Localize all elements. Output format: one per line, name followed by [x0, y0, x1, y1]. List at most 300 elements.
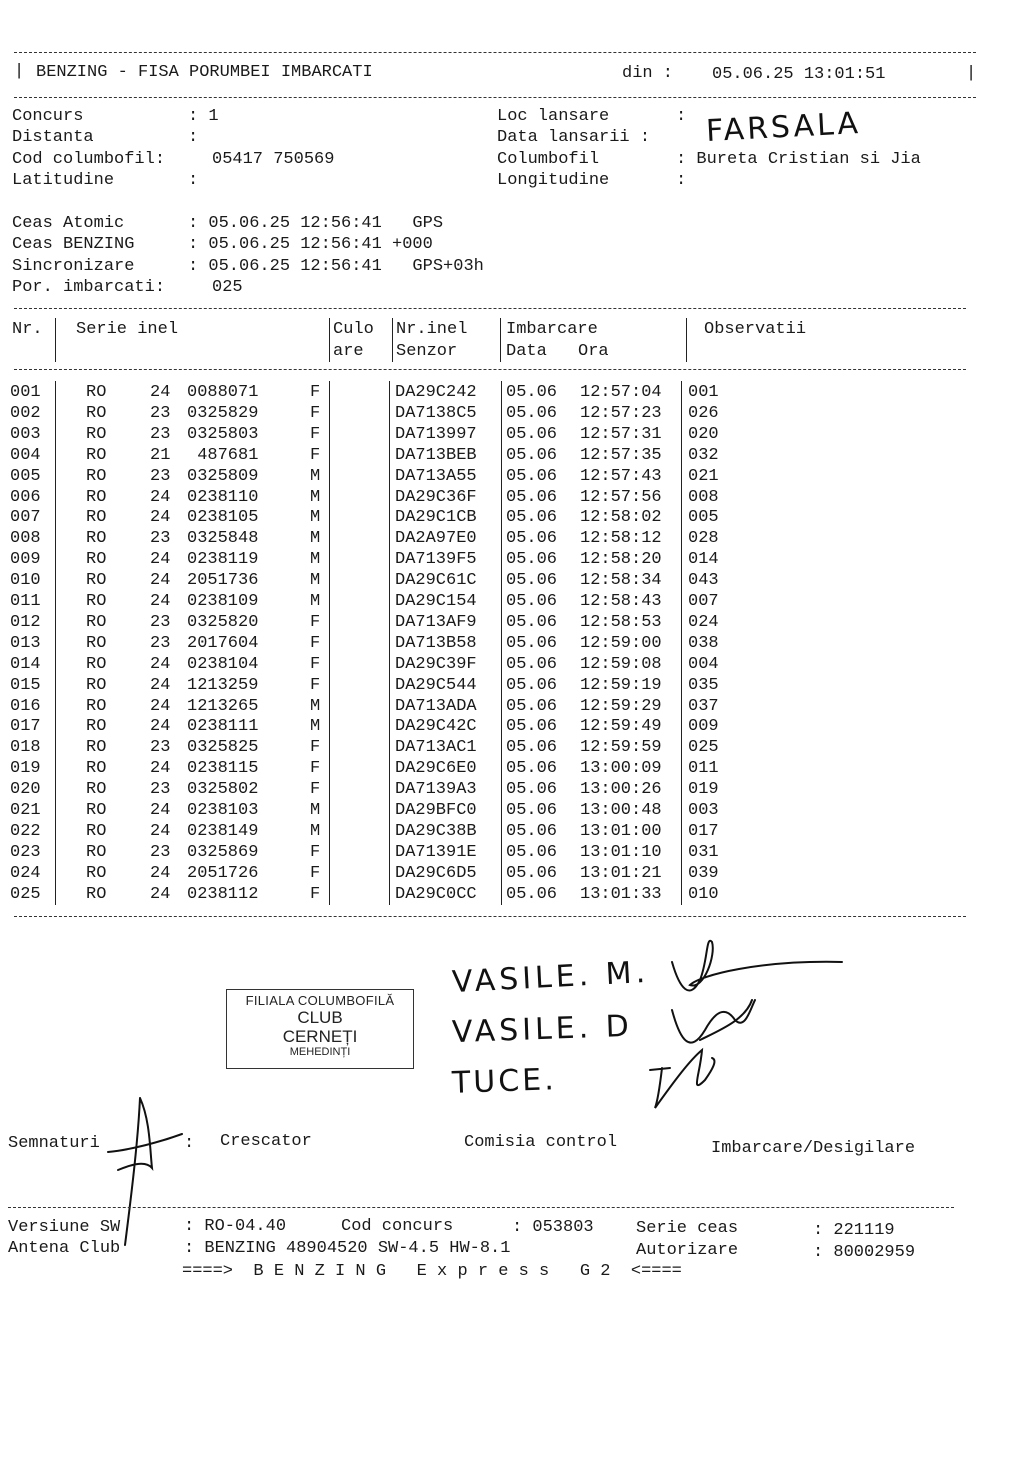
- row-country: RO: [86, 801, 107, 820]
- row-nr: 022: [10, 821, 41, 841]
- ceas-atomic-label: Ceas Atomic: [12, 214, 125, 233]
- row-sex: F: [310, 633, 321, 653]
- row-nr: 004: [10, 445, 41, 465]
- row-nr: 013: [10, 633, 41, 653]
- row-ring-number: 0325829: [187, 403, 259, 423]
- row-date: 05.06: [506, 424, 558, 444]
- row-sensor-id: DA29C0CC: [395, 884, 477, 904]
- row-ring-number: 0238104: [187, 654, 259, 674]
- row-year: 23: [150, 738, 171, 758]
- row-observatii: 003: [688, 801, 719, 820]
- row-time: 12:58:43: [580, 592, 662, 611]
- row-country: RO: [86, 529, 107, 549]
- row-country: RO: [86, 696, 107, 716]
- row-year: 24: [150, 508, 171, 528]
- row-sex: M: [310, 487, 321, 507]
- header-sep-culoare: [329, 318, 330, 362]
- row-year: 24: [150, 759, 171, 779]
- row-observatii: 035: [688, 675, 719, 695]
- row-year: 23: [150, 842, 171, 862]
- row-nr: 011: [10, 592, 41, 611]
- row-date: 05.06: [506, 863, 558, 883]
- row-observatii: 043: [688, 571, 719, 591]
- serie-ceas-value: : 221119: [813, 1221, 895, 1240]
- row-time: 12:59:00: [580, 633, 662, 653]
- semnaturi-colon: :: [184, 1134, 195, 1153]
- row-country: RO: [86, 571, 107, 591]
- row-time: 12:58:02: [580, 508, 662, 528]
- row-ring-number: 2051736: [187, 571, 259, 591]
- row-year: 24: [150, 571, 171, 591]
- antena-label: Antena Club: [8, 1239, 121, 1258]
- row-nr: 010: [10, 571, 41, 591]
- row-ring-number: 0238119: [187, 550, 259, 570]
- row-nr: 009: [10, 550, 41, 570]
- col-header-imbarcare-ora: Ora: [578, 342, 609, 361]
- row-year: 24: [150, 487, 171, 507]
- distanta-value: :: [188, 128, 199, 147]
- row-sex: M: [310, 717, 321, 737]
- row-sensor-id: DA29C61C: [395, 571, 477, 591]
- row-year: 24: [150, 821, 171, 841]
- row-sensor-id: DA29C1CB: [395, 508, 477, 528]
- row-observatii: 031: [688, 842, 719, 862]
- benzing-banner: ====> B E N Z I N G E x p r e s s G 2 <====: [182, 1262, 682, 1281]
- col-header-culoare-1: Culo: [333, 320, 374, 339]
- table-row: [0, 676, 1024, 697]
- row-sex: M: [310, 571, 321, 591]
- row-time: 12:58:12: [580, 529, 662, 549]
- row-nr: 001: [10, 383, 41, 402]
- sincronizare-label: Sincronizare: [12, 257, 135, 276]
- header-sep-observatii: [686, 318, 687, 362]
- row-time: 12:57:35: [580, 445, 662, 465]
- row-nr: 020: [10, 780, 41, 800]
- row-nr: 015: [10, 675, 41, 695]
- cod-columbofil-value: 05417 750569: [212, 150, 335, 169]
- row-date: 05.06: [506, 612, 558, 632]
- table-row: [0, 446, 1024, 467]
- serie-ceas-label: Serie ceas: [636, 1219, 739, 1238]
- row-date: 05.06: [506, 717, 558, 737]
- print-date-value: 05.06.25 13:01:51: [712, 65, 886, 84]
- row-country: RO: [86, 633, 107, 653]
- row-country: RO: [86, 717, 107, 737]
- row-time: 12:59:49: [580, 717, 662, 737]
- row-sensor-id: DA29C242: [395, 383, 477, 402]
- columbofil-label: Columbofil: [497, 150, 600, 169]
- row-observatii: 014: [688, 550, 719, 570]
- row-date: 05.06: [506, 780, 558, 800]
- row-observatii: 010: [688, 884, 719, 904]
- row-date: 05.06: [506, 842, 558, 862]
- row-year: 23: [150, 612, 171, 632]
- row-observatii: 032: [688, 445, 719, 465]
- row-sex: M: [310, 696, 321, 716]
- row-year: 24: [150, 550, 171, 570]
- table-row: [0, 425, 1024, 446]
- row-observatii: 017: [688, 821, 719, 841]
- row-sensor-id: DA7139A3: [395, 780, 477, 800]
- row-nr: 019: [10, 759, 41, 779]
- row-sensor-id: DA7138C5: [395, 403, 477, 423]
- row-sex: M: [310, 529, 321, 549]
- row-nr: 014: [10, 654, 41, 674]
- row-date: 05.06: [506, 550, 558, 570]
- row-observatii: 007: [688, 592, 719, 611]
- top-divider: [14, 52, 976, 53]
- autorizare-value: : 80002959: [813, 1243, 916, 1262]
- por-imbarcati-value: 025: [212, 278, 243, 297]
- row-ring-number: 1213265: [187, 696, 259, 716]
- row-country: RO: [86, 780, 107, 800]
- row-nr: 002: [10, 403, 41, 423]
- latitudine-value: :: [188, 171, 199, 190]
- row-nr: 012: [10, 612, 41, 632]
- row-sensor-id: DA2A97E0: [395, 529, 477, 549]
- row-country: RO: [86, 738, 107, 758]
- row-date: 05.06: [506, 821, 558, 841]
- row-ring-number: 0238103: [187, 801, 259, 820]
- header-sep-nr: [55, 318, 56, 362]
- col-header-imbarcare-data: Data: [506, 342, 547, 361]
- row-date: 05.06: [506, 884, 558, 904]
- table-row: [0, 383, 1024, 404]
- table-row: [0, 467, 1024, 488]
- row-nr: 025: [10, 884, 41, 904]
- table-row: [0, 488, 1024, 509]
- row-observatii: 020: [688, 424, 719, 444]
- col-header-imbarcare-1: Imbarcare: [506, 320, 598, 339]
- table-row: [0, 843, 1024, 864]
- row-country: RO: [86, 383, 107, 402]
- col-header-nrinel-1: Nr.inel: [396, 320, 468, 339]
- row-ring-number: 0238110: [187, 487, 259, 507]
- row-time: 12:59:29: [580, 696, 662, 716]
- row-date: 05.06: [506, 696, 558, 716]
- row-nr: 003: [10, 424, 41, 444]
- row-country: RO: [86, 424, 107, 444]
- row-sex: F: [310, 403, 321, 423]
- row-ring-number: 0325809: [187, 466, 259, 486]
- row-time: 13:01:21: [580, 863, 662, 883]
- table-row: [0, 864, 1024, 885]
- row-sensor-id: DA29BFC0: [395, 801, 477, 820]
- row-observatii: 026: [688, 403, 719, 423]
- row-sensor-id: DA713AC1: [395, 738, 477, 758]
- row-year: 24: [150, 696, 171, 716]
- col-header-culoare-2: are: [333, 342, 364, 361]
- por-imbarcati-label: Por. imbarcati:: [12, 278, 166, 297]
- row-time: 12:59:19: [580, 675, 662, 695]
- row-year: 24: [150, 884, 171, 904]
- header-bar-right: |: [966, 64, 977, 83]
- row-country: RO: [86, 403, 107, 423]
- row-sensor-id: DA29C6E0: [395, 759, 477, 779]
- ceas-benzing-label: Ceas BENZING: [12, 235, 135, 254]
- row-ring-number: 0325802: [187, 780, 259, 800]
- row-country: RO: [86, 821, 107, 841]
- row-time: 12:58:53: [580, 612, 662, 632]
- table-row: [0, 780, 1024, 801]
- row-country: RO: [86, 884, 107, 904]
- row-date: 05.06: [506, 508, 558, 528]
- row-country: RO: [86, 487, 107, 507]
- table-row: [0, 697, 1024, 718]
- row-year: 23: [150, 780, 171, 800]
- versiune-label: Versiune SW: [8, 1218, 121, 1237]
- row-ring-number: 2051726: [187, 863, 259, 883]
- row-nr: 018: [10, 738, 41, 758]
- row-sensor-id: DA713ADA: [395, 696, 477, 716]
- row-date: 05.06: [506, 487, 558, 507]
- row-date: 05.06: [506, 759, 558, 779]
- table-top-divider: [14, 308, 966, 309]
- col-header-serie: Serie inel: [76, 320, 179, 339]
- row-country: RO: [86, 675, 107, 695]
- row-sensor-id: DA29C36F: [395, 487, 477, 507]
- stamp-line-1: FILIALA COLUMBOFILĂ: [245, 993, 395, 1008]
- row-country: RO: [86, 592, 107, 611]
- row-ring-number: 0238115: [187, 759, 259, 779]
- row-country: RO: [86, 550, 107, 570]
- row-year: 23: [150, 424, 171, 444]
- cod-concurs-label: Cod concurs: [341, 1217, 454, 1236]
- row-ring-number: 0238109: [187, 592, 259, 611]
- table-bottom-divider: [14, 916, 966, 917]
- row-sex: F: [310, 675, 321, 695]
- print-date-label: din :: [622, 64, 674, 83]
- row-sex: M: [310, 508, 321, 528]
- concurs-label: Concurs: [12, 107, 84, 126]
- latitudine-label: Latitudine: [12, 171, 115, 190]
- row-sex: M: [310, 801, 321, 820]
- row-observatii: 019: [688, 780, 719, 800]
- sincronizare-value: : 05.06.25 12:56:41 GPS+03h: [188, 257, 484, 276]
- row-sex: F: [310, 445, 321, 465]
- table-row: [0, 738, 1024, 759]
- row-time: 13:00:48: [580, 801, 662, 820]
- row-sex: M: [310, 592, 321, 611]
- row-time: 12:58:34: [580, 571, 662, 591]
- row-date: 05.06: [506, 403, 558, 423]
- row-observatii: 009: [688, 717, 719, 737]
- col-header-observatii: Observatii: [704, 320, 807, 339]
- row-ring-number: 0238111: [187, 717, 259, 737]
- comisia-control-label: Comisia control: [464, 1133, 618, 1152]
- row-date: 05.06: [506, 571, 558, 591]
- row-time: 12:59:08: [580, 654, 662, 674]
- row-ring-number: 0238105: [187, 508, 259, 528]
- table-row: [0, 404, 1024, 425]
- row-nr: 007: [10, 508, 41, 528]
- table-row: [0, 550, 1024, 571]
- row-time: 13:01:33: [580, 884, 662, 904]
- cod-concurs-value: : 053803: [512, 1218, 594, 1237]
- table-row: [0, 592, 1024, 613]
- table-header-divider: [14, 369, 966, 370]
- row-sensor-id: DA7139F5: [395, 550, 477, 570]
- row-year: 23: [150, 466, 171, 486]
- row-ring-number: 0238112: [187, 884, 259, 904]
- row-sex: F: [310, 884, 321, 904]
- row-observatii: 038: [688, 633, 719, 653]
- loc-lansare-value: :: [676, 107, 687, 126]
- handwritten-location: FARSALA: [705, 105, 862, 150]
- row-sex: M: [310, 821, 321, 841]
- row-date: 05.06: [506, 383, 558, 402]
- table-row: [0, 508, 1024, 529]
- row-sensor-id: DA29C42C: [395, 717, 477, 737]
- table-row: [0, 634, 1024, 655]
- row-time: 12:59:59: [580, 738, 662, 758]
- data-lansarii-label: Data lansarii :: [497, 128, 651, 147]
- row-sensor-id: DA713AF9: [395, 612, 477, 632]
- ceas-benzing-value: : 05.06.25 12:56:41 +000: [188, 235, 433, 254]
- row-time: 12:57:43: [580, 466, 662, 486]
- cod-columbofil-label: Cod columbofil:: [12, 150, 166, 169]
- row-ring-number: 0088071: [187, 383, 259, 402]
- row-sex: F: [310, 759, 321, 779]
- row-sensor-id: DA29C154: [395, 592, 477, 611]
- row-year: 24: [150, 863, 171, 883]
- row-sensor-id: DA29C6D5: [395, 863, 477, 883]
- header-divider: [14, 97, 976, 98]
- table-row: [0, 759, 1024, 780]
- row-date: 05.06: [506, 466, 558, 486]
- stamp-line-3: CERNEȚI: [282, 1027, 358, 1046]
- columbofil-value: : Bureta Cristian si Jia: [676, 150, 921, 169]
- col-header-nrinel-2: Senzor: [396, 342, 458, 361]
- stamp-line-4: MEHEDINȚI: [289, 1046, 351, 1058]
- row-nr: 005: [10, 466, 41, 486]
- col-header-nr: Nr.: [12, 320, 43, 339]
- row-sex: F: [310, 842, 321, 862]
- row-ring-number: 0325848: [187, 529, 259, 549]
- row-sensor-id: DA713B58: [395, 633, 477, 653]
- club-stamp: [226, 989, 414, 1069]
- row-sensor-id: DA713997: [395, 424, 477, 444]
- row-nr: 021: [10, 801, 41, 820]
- row-observatii: 005: [688, 508, 719, 528]
- row-ring-number: 0325820: [187, 612, 259, 632]
- row-nr: 024: [10, 863, 41, 883]
- table-row: [0, 885, 1024, 906]
- semnaturi-label: Semnaturi: [8, 1134, 100, 1153]
- row-country: RO: [86, 445, 107, 465]
- versiune-value: : RO-04.40: [184, 1217, 287, 1236]
- table-row: [0, 801, 1024, 822]
- stamp-line-2: CLUB: [297, 1008, 343, 1027]
- row-time: 13:01:10: [580, 842, 662, 862]
- row-nr: 017: [10, 717, 41, 737]
- row-date: 05.06: [506, 592, 558, 611]
- row-year: 24: [150, 801, 171, 820]
- footer-divider: [8, 1207, 954, 1208]
- row-time: 13:01:00: [580, 821, 662, 841]
- row-observatii: 021: [688, 466, 719, 486]
- row-observatii: 001: [688, 383, 719, 402]
- row-nr: 023: [10, 842, 41, 862]
- row-year: 23: [150, 403, 171, 423]
- row-date: 05.06: [506, 675, 558, 695]
- row-time: 13:00:09: [580, 759, 662, 779]
- row-year: 24: [150, 675, 171, 695]
- row-sex: F: [310, 863, 321, 883]
- row-sensor-id: DA71391E: [395, 842, 477, 862]
- row-sensor-id: DA29C544: [395, 675, 477, 695]
- row-year: 23: [150, 633, 171, 653]
- row-country: RO: [86, 654, 107, 674]
- autorizare-label: Autorizare: [636, 1241, 739, 1260]
- table-row: [0, 655, 1024, 676]
- row-country: RO: [86, 612, 107, 632]
- row-date: 05.06: [506, 801, 558, 820]
- row-time: 12:58:20: [580, 550, 662, 570]
- row-date: 05.06: [506, 445, 558, 465]
- document-title: BENZING - FISA PORUMBEI IMBARCATI: [36, 63, 373, 82]
- row-sex: F: [310, 612, 321, 632]
- row-time: 12:57:31: [580, 424, 662, 444]
- table-row: [0, 529, 1024, 550]
- row-sex: M: [310, 466, 321, 486]
- row-sex: F: [310, 738, 321, 758]
- distanta-label: Distanta: [12, 128, 94, 147]
- row-sex: F: [310, 383, 321, 402]
- header-bar-left: |: [14, 62, 25, 81]
- row-observatii: 037: [688, 696, 719, 716]
- row-sex: F: [310, 654, 321, 674]
- handwritten-name-2: VASILE. D: [451, 1008, 634, 1051]
- row-ring-number: 0325803: [187, 424, 259, 444]
- row-country: RO: [86, 842, 107, 862]
- concurs-value: : 1: [188, 107, 219, 126]
- row-date: 05.06: [506, 738, 558, 758]
- row-ring-number: 487681: [187, 445, 259, 465]
- row-ring-number: 0238149: [187, 821, 259, 841]
- antena-value: : BENZING 48904520 SW-4.5 HW-8.1: [184, 1239, 511, 1258]
- row-sex: F: [310, 424, 321, 444]
- row-observatii: 028: [688, 529, 719, 549]
- row-year: 24: [150, 654, 171, 674]
- row-country: RO: [86, 863, 107, 883]
- row-nr: 016: [10, 696, 41, 716]
- row-observatii: 025: [688, 738, 719, 758]
- header-sep-imbarcare: [500, 318, 501, 362]
- ceas-atomic-value: : 05.06.25 12:56:41 GPS: [188, 214, 444, 233]
- table-row: [0, 822, 1024, 843]
- row-sensor-id: DA713A55: [395, 466, 477, 486]
- row-ring-number: 1213259: [187, 675, 259, 695]
- row-country: RO: [86, 466, 107, 486]
- row-date: 05.06: [506, 654, 558, 674]
- row-nr: 008: [10, 529, 41, 549]
- row-sex: M: [310, 550, 321, 570]
- row-year: 24: [150, 717, 171, 737]
- row-observatii: 004: [688, 654, 719, 674]
- table-row: [0, 571, 1024, 592]
- handwritten-name-3: TUCE.: [451, 1062, 558, 1101]
- row-observatii: 011: [688, 759, 719, 779]
- row-time: 12:57:04: [580, 383, 662, 402]
- handwritten-name-1: VASILE. M.: [451, 954, 650, 1001]
- row-sensor-id: DA29C38B: [395, 821, 477, 841]
- row-time: 12:57:56: [580, 487, 662, 507]
- row-time: 12:57:23: [580, 403, 662, 423]
- crescator-label: Crescator: [220, 1132, 312, 1151]
- row-date: 05.06: [506, 529, 558, 549]
- row-year: 24: [150, 592, 171, 611]
